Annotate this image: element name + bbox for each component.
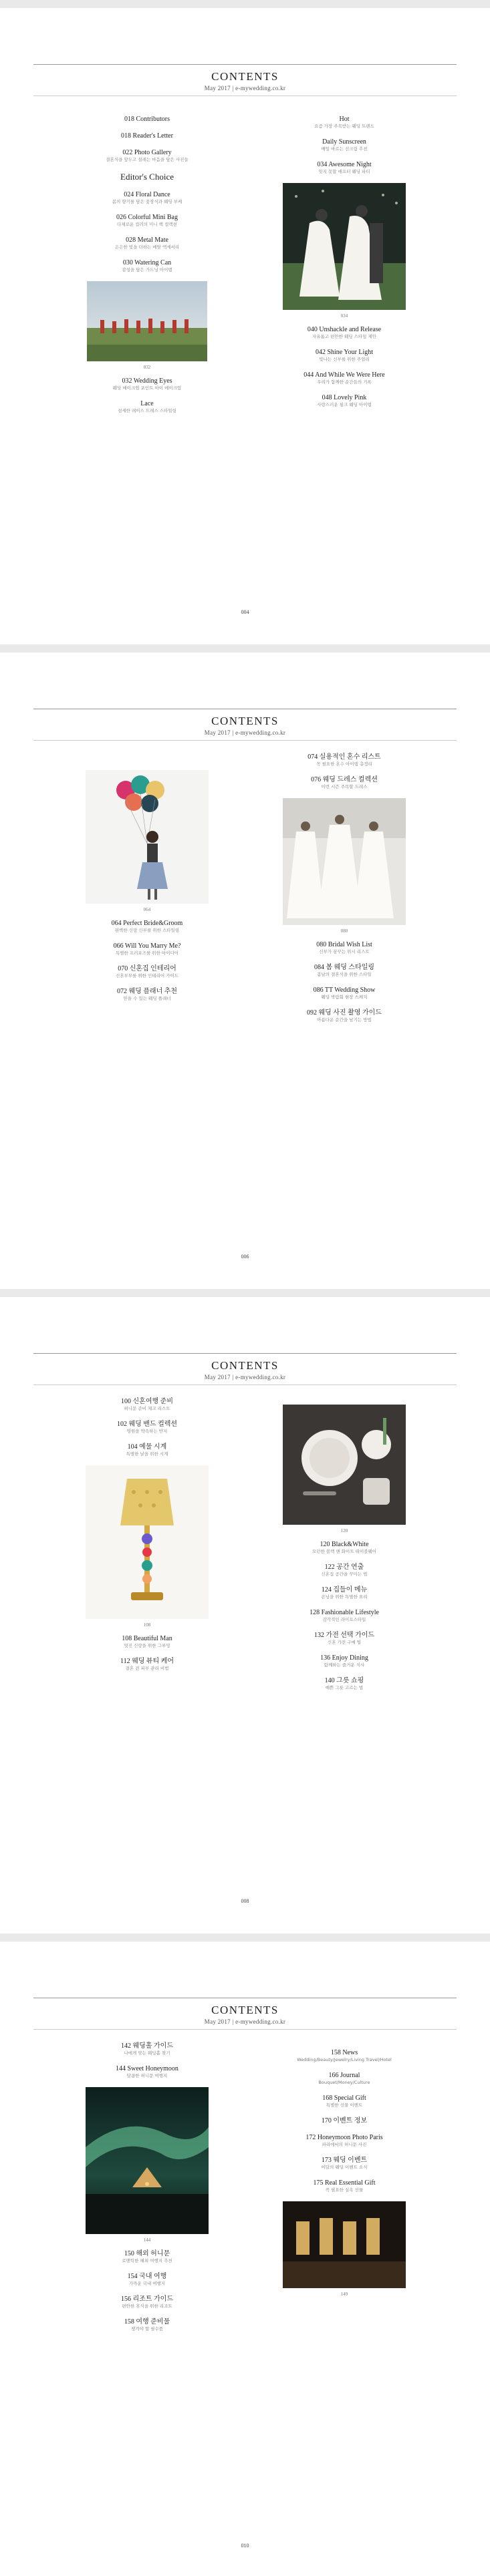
toc-item[interactable]: 158 News Wedding/Beauty/Jewelry/Living Travel/Hotel [297, 2049, 392, 2062]
toc-item[interactable]: 044 And While We Were Here 우리가 함께한 순간들의 기록 [303, 371, 385, 385]
toc-item[interactable]: 156 리조트 가이드 편안한 휴식을 위한 리조트 [121, 2295, 173, 2309]
page-separator [0, 0, 490, 8]
section-heading: Editor's Choice [120, 172, 174, 182]
toc-item[interactable]: Daily Sunscreen 매일 바르는 선크림 추천 [321, 138, 368, 152]
toc-item[interactable]: 112 웨딩 뷰티 케어 결혼 전 피부 관리 비법 [120, 1658, 174, 1671]
toc-item[interactable]: 076 웨딩 드레스 컬렉션 이번 시즌 주목할 드레스 [311, 776, 378, 789]
toc-item[interactable]: 158 여행 준비물 챙겨야 할 필수품 [124, 2318, 170, 2332]
page-header [33, 1353, 457, 1385]
page-header [33, 709, 457, 741]
toc-item[interactable]: 173 웨딩 이벤트 이달의 웨딩 이벤트 소식 [321, 2157, 368, 2170]
toc-item[interactable]: 080 Bridal Wish List 신부가 꿈꾸는 위시 리스트 [316, 941, 372, 954]
page-separator [0, 645, 490, 653]
toc-item[interactable]: 064 Perfect Bride&Groom 완벽한 신랑 신부를 위한 스타일링 [111, 920, 183, 933]
toc-item[interactable]: 032 Wedding Eyes 웨딩 메이크업 포인트 아이 메이크업 [112, 377, 182, 391]
photo-caption: 064 [143, 907, 151, 912]
toc-item[interactable]: 018 Reader's Letter [121, 132, 173, 140]
wedding-party-photo[interactable] [283, 183, 406, 310]
toc-item[interactable]: 084 봄 웨딩 스타일링 봄날의 결혼식을 위한 스타일 [314, 964, 375, 977]
page-header [33, 1998, 457, 2030]
page-title: CONTENTS [211, 715, 279, 727]
toc-item[interactable]: 132 가전 선택 가이드 신혼 가전 구매 팁 [314, 1632, 375, 1645]
contents-page-1 [0, 8, 490, 645]
toc-item[interactable]: 122 공간 연출 신혼집 공간을 꾸미는 법 [321, 1563, 368, 1577]
toc-item[interactable]: 048 Lovely Pink 사랑스러운 핑크 웨딩 아이템 [317, 394, 372, 407]
page-number: 006 [241, 1254, 249, 1260]
toc-item[interactable]: 172 Honeymoon Photo Paris 파리에서의 허니문 사진 [305, 2134, 383, 2147]
toc-item[interactable]: Hot 요즘 가장 주목받는 웨딩 트렌드 [314, 116, 374, 129]
photo-caption: 120 [340, 1528, 348, 1533]
toc-item[interactable]: 074 실용적인 혼수 리스트 꼭 필요한 혼수 아이템 총정리 [308, 753, 381, 767]
toc-item[interactable]: 092 웨딩 사진 촬영 가이드 아름다운 순간을 남기는 방법 [307, 1009, 382, 1023]
toc-item[interactable]: 072 웨딩 플래너 추천 믿을 수 있는 웨딩 플래너 [116, 988, 178, 1001]
toc-item[interactable]: 144 Sweet Honeymoon 달콤한 허니문 여행지 [116, 2065, 178, 2078]
toc-item[interactable]: 066 Will You Marry Me? 특별한 프러포즈를 위한 아이디어 [113, 942, 181, 956]
photo-caption: 080 [340, 928, 348, 934]
page-title: CONTENTS [211, 70, 279, 83]
aurora-night-photo[interactable] [86, 2087, 209, 2234]
toc-item[interactable]: 022 Photo Gallery 결혼식을 앞두고 설레는 마음을 담은 사진들 [106, 149, 189, 162]
contents-page-4 [0, 1942, 490, 2576]
page-number: 004 [241, 609, 249, 615]
contents-page-2 [0, 653, 490, 1289]
right-column [271, 1401, 418, 1699]
toc-item[interactable]: 136 Enjoy Dining 함께하는 즐거운 식사 [320, 1654, 368, 1668]
right-column [271, 753, 418, 1031]
page-subtitle: May 2017 | e-mywedding.co.kr [204, 1374, 286, 1381]
balloon-girl-photo[interactable] [86, 770, 209, 904]
page-title: CONTENTS [211, 1359, 279, 1372]
right-column [271, 115, 418, 416]
photo-caption: 032 [143, 365, 151, 370]
toc-item[interactable]: 018 Contributors [124, 116, 170, 123]
toc-item[interactable]: Lace 섬세한 레이스 드레스 스타일링 [118, 400, 176, 413]
toc-item[interactable]: 102 웨딩 밴드 컬렉션 영원을 약속하는 반지 [116, 1421, 178, 1434]
toc-item[interactable]: 154 국내 여행 가까운 국내 여행지 [127, 2273, 167, 2286]
toc-item[interactable]: 040 Unshackle and Release 자유롭고 편안한 웨딩 스타일 제안 [307, 326, 382, 339]
photo-caption: 034 [340, 313, 348, 319]
photo-caption: 144 [143, 2237, 151, 2243]
toc-item[interactable]: 030 Watering Can 감성을 담은 가드닝 아이템 [122, 259, 172, 272]
toc-item[interactable]: 034 Awesome Night 잊지 못할 애프터 웨딩 파티 [317, 161, 372, 174]
page-separator [0, 1934, 490, 1942]
header-rule [33, 2029, 457, 2030]
photo-caption: 149 [340, 2291, 348, 2297]
toc-item[interactable]: 120 Black&White 모던한 블랙 앤 화이트 테이블웨어 [312, 1541, 377, 1554]
toc-item[interactable]: 042 Shine Your Light 빛나는 신부를 위한 주얼리 [315, 349, 374, 362]
bridal-dresses-photo[interactable] [283, 798, 406, 925]
toc-item[interactable]: 175 Real Essential Gift 꼭 필요한 실속 선물 [313, 2179, 376, 2193]
toc-item[interactable]: 142 웨딩홀 가이드 나에게 맞는 웨딩홀 찾기 [121, 2042, 173, 2056]
toc-item[interactable]: 168 Special Gift 특별한 선물 이벤트 [322, 2094, 366, 2108]
header-rule [33, 64, 457, 65]
left-column [74, 1397, 221, 1680]
toc-item[interactable]: 166 Journal Bouquet/Money/Culture [318, 2072, 370, 2085]
header-rule [33, 740, 457, 741]
toc-item[interactable]: 024 Floral Dance 봄의 향기를 담은 꽃장식과 웨딩 부케 [112, 191, 182, 204]
dim-interior-photo[interactable] [283, 2201, 406, 2288]
page-subtitle: May 2017 | e-mywedding.co.kr [204, 729, 286, 736]
left-column [74, 2042, 221, 2340]
left-column [74, 115, 221, 422]
left-column [74, 766, 221, 1010]
toc-item[interactable]: 128 Fashionable Lifestyle 감각적인 라이프스타일 [310, 1609, 379, 1622]
right-column [271, 2048, 418, 2304]
ornate-lamp-photo[interactable] [86, 1465, 209, 1619]
page-title: CONTENTS [211, 2004, 279, 2016]
toc-item[interactable]: 124 집들이 메뉴 손님을 위한 특별한 요리 [321, 1586, 368, 1600]
toc-item[interactable]: 150 해외 허니문 로맨틱한 해외 여행지 추천 [122, 2250, 172, 2263]
toc-item[interactable]: 028 Metal Mate 은은한 빛을 더하는 메탈 액세서리 [114, 236, 180, 250]
toc-item[interactable]: 108 Beautiful Man 멋진 신랑을 위한 그루밍 [122, 1635, 172, 1648]
toc-item[interactable]: 026 Colorful Mini Bag 다채로운 컬러의 미니 백 컬렉션 [116, 214, 178, 227]
page-subtitle: May 2017 | e-mywedding.co.kr [204, 85, 286, 91]
page-separator [0, 1289, 490, 1297]
toc-item[interactable]: 086 TT Wedding Show 웨딩 박람회 현장 스케치 [313, 986, 376, 1000]
toc-item[interactable]: 100 신혼여행 준비 허니문 준비 체크 리스트 [121, 1398, 173, 1411]
page-subtitle: May 2017 | e-mywedding.co.kr [204, 2018, 286, 2025]
toc-item[interactable]: 104 예물 시계 특별한 날을 위한 시계 [126, 1443, 168, 1457]
page-number: 010 [241, 2543, 249, 2549]
toc-item[interactable]: 070 신혼집 인테리어 신혼부부를 위한 인테리어 가이드 [115, 965, 179, 978]
page-number: 008 [241, 1898, 249, 1904]
toc-item[interactable]: 140 그릇 쇼핑 예쁜 그릇 고르는 법 [324, 1677, 364, 1690]
field-photo[interactable] [87, 281, 207, 361]
toc-item[interactable]: 170 이벤트 정보 [321, 2117, 368, 2125]
tableware-photo[interactable] [283, 1405, 406, 1525]
contents-page-3 [0, 1297, 490, 1934]
photo-caption: 108 [143, 1622, 151, 1628]
page-header [33, 64, 457, 96]
header-rule [33, 1353, 457, 1354]
